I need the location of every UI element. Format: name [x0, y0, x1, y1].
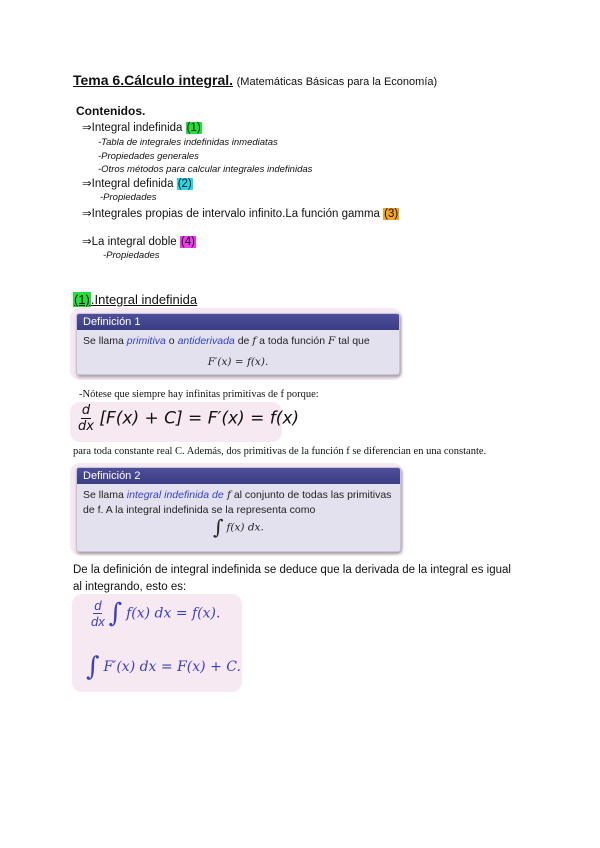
badge-2: (2)	[177, 178, 192, 190]
text: tal que	[335, 335, 370, 347]
frac-den: dx	[91, 614, 105, 629]
frac-num: d	[81, 403, 91, 418]
contents-item-4	[82, 234, 196, 248]
note-constant: para toda constante real C. Además, dos primitivas de la función f se diferencian en una constante.	[73, 446, 487, 457]
subitem: -Propiedades	[103, 250, 160, 261]
page-title	[73, 72, 437, 88]
contents-item-label: ⇒La integral doble	[82, 236, 177, 248]
contents-item-3	[82, 206, 399, 220]
term-integral-indefinida: integral indefinida de	[126, 489, 224, 501]
subitem: -Propiedades generales	[98, 151, 199, 162]
note-infinite-primitives: -Nótese que siempre hay infinitas primitivas de f porque:	[79, 389, 319, 400]
definition-1-text	[83, 334, 393, 349]
text: de	[234, 335, 253, 347]
definition-2-line-2: de f. A la integral indefinida se la representa como	[83, 504, 316, 516]
integral-sign: ∫	[213, 515, 224, 539]
definition-2-box	[76, 467, 401, 552]
fraction-d-dx	[78, 403, 94, 434]
contents-item-1	[82, 120, 202, 134]
text: Se llama	[83, 489, 127, 501]
formula-derivative-primitive	[78, 403, 299, 434]
integral-sign: ∫	[108, 598, 123, 629]
contents-item-label: ⇒Integrales propias de intervalo infinito.La función gamma	[82, 208, 380, 220]
math-var: f	[223, 489, 231, 501]
title-subtitle: (Matemáticas Básicas para la Economía)	[236, 76, 438, 88]
badge-3: (3)	[384, 208, 399, 220]
subitem: -Propiedades	[100, 192, 157, 203]
math-var: f	[252, 335, 257, 347]
frac-den: dx	[78, 419, 94, 434]
term-antiderivada: antiderivada	[177, 335, 235, 347]
frac-num: d	[94, 598, 102, 613]
contents-item-2	[82, 176, 193, 190]
text: a toda función	[256, 335, 328, 347]
definition-2-header: Definición 2	[77, 468, 400, 484]
definition-1-box	[76, 313, 400, 375]
definition-1-header: Definición 1	[77, 314, 399, 330]
term-primitiva: primitiva	[126, 335, 166, 347]
fraction-d-dx	[91, 598, 105, 629]
math-var: F	[328, 335, 336, 347]
definition-1-formula: F′(x) = f(x).	[207, 356, 269, 368]
subitem: -Tabla de integrales indefinidas inmediatas	[98, 137, 278, 148]
section-title-text: .Integral indefinida	[90, 292, 198, 307]
definition-2-line-1	[83, 488, 394, 503]
paragraph-deduction: De la definición de integral indefinida se deduce que la derivada de la integral es igual al integrando, esto es:	[73, 564, 511, 593]
formula-integral-of-derivative	[86, 652, 241, 682]
definition-2-formula	[83, 515, 394, 539]
badge-4: (4)	[180, 236, 195, 248]
formula-body: [F(x) + C] = F′(x) = f(x)	[99, 408, 300, 429]
text: Se llama	[83, 335, 127, 347]
title-main: Tema 6.Cálculo integral.	[73, 72, 234, 88]
formula-body: f(x) dx = f(x).	[126, 605, 221, 622]
subitem: -Otros métodos para calcular integrales indefinidas	[98, 164, 313, 175]
contents-item-label: ⇒Integral indefinida	[82, 122, 183, 134]
badge-1: (1)	[186, 122, 201, 134]
text: al conjunto de todas las primitivas	[230, 489, 392, 501]
section-badge: (1)	[74, 292, 90, 307]
contents-heading: Contenidos.	[76, 104, 146, 118]
text: o	[165, 335, 178, 347]
section-heading	[73, 292, 197, 307]
formula-body: f(x) dx.	[226, 521, 264, 534]
definition-2-body	[77, 484, 400, 539]
contents-item-label: ⇒Integral definida	[82, 178, 174, 190]
formula-body: F′(x) dx = F(x) + C.	[103, 659, 241, 675]
integral-sign: ∫	[86, 652, 100, 682]
formula-derivative-of-integral	[91, 598, 220, 629]
definition-1-body	[77, 330, 399, 374]
